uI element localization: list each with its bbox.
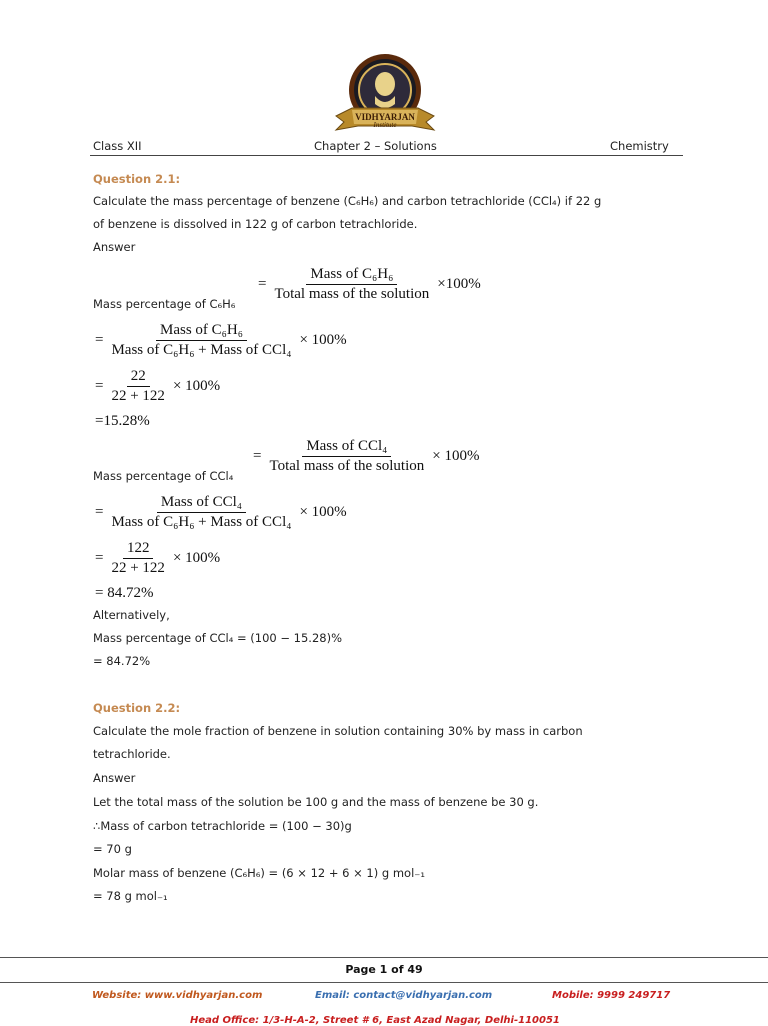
question-2-2-text-2: tetrachloride. (93, 747, 171, 761)
solution-line-5: = 78 g mol₋₁ (93, 889, 168, 903)
fraction (265, 438, 428, 475)
head-office-address: Head Office: 1/3-H-A-2, Street # 6, East Azad Nagar, Delhi-110051 (190, 1015, 560, 1026)
fraction-multiplier: × 100% (432, 448, 480, 464)
formula-ccl4-definition (253, 438, 479, 475)
fraction-denominator: Total mass of the solution (274, 286, 430, 302)
result-benzene: =15.28% (95, 413, 150, 429)
equals-sign: = (95, 378, 104, 394)
solution-line-2: ∴Mass of carbon tetrachloride = (100 − 30)g (93, 819, 352, 833)
email-link[interactable]: Email: contact@vidhyarjan.com (315, 990, 493, 1001)
fraction-denominator: 22 + 122 (111, 388, 165, 404)
solution-line-4: Molar mass of benzene (C₆H₆) = (6 × 12 + 6 × 1) g mol₋₁ (93, 866, 425, 880)
page-number: Page 1 of 49 (345, 963, 423, 976)
logo-subtext: Institute (373, 121, 397, 129)
fraction-multiplier: ×100% (437, 276, 481, 292)
fraction (270, 266, 433, 303)
equals-sign: = (258, 276, 267, 292)
fraction-numerator: Mass of C₆H₆ (306, 266, 397, 285)
formula-benzene-values (95, 368, 220, 405)
fraction-denominator: 22 + 122 (111, 560, 165, 576)
question-2-1-text-1: Calculate the mass percentage of benzene (C₆H₆) and carbon tetrachloride (CCl₄) if 22 g (93, 194, 602, 208)
footer-divider-2 (0, 982, 768, 983)
alternatively-label: Alternatively, (93, 608, 170, 622)
question-2-2-heading: Question 2.2: (93, 701, 181, 715)
fraction-numerator: 22 (127, 368, 150, 387)
mobile-number: Mobile: 9999 249717 (552, 990, 671, 1001)
fraction-numerator: Mass of CCl₄ (302, 438, 391, 457)
formula-ccl4-values (95, 540, 220, 577)
solution-line-1: Let the total mass of the solution be 100 g and the mass of benzene be 30 g. (93, 795, 539, 809)
solution-line-3: = 70 g (93, 842, 132, 856)
equals-sign: = (253, 448, 262, 464)
logo-text: VIDHYARJAN (355, 112, 415, 122)
footer-divider (0, 957, 768, 958)
mass-percentage-ccl4-label: Mass percentage of CCl₄ (93, 469, 234, 483)
fraction (107, 540, 168, 577)
header-class: Class XII (93, 139, 142, 153)
header-subject: Chemistry (610, 139, 669, 153)
fraction-denominator: Total mass of the solution (269, 458, 425, 474)
question-2-1-heading: Question 2.1: (93, 172, 181, 186)
fraction-multiplier: × 100% (172, 550, 221, 566)
equals-sign: = (95, 550, 104, 566)
formula-benzene-definition (258, 266, 481, 303)
question-2-1-text-2: of benzene is dissolved in 122 g of carbon tetrachloride. (93, 217, 418, 231)
answer-label-2: Answer (93, 771, 136, 785)
equals-sign: = (95, 504, 104, 520)
website-link[interactable]: Website: www.vidhyarjan.com (92, 990, 263, 1001)
fraction-denominator: Mass of C₆H₆ + Mass of CCl₄ (111, 342, 292, 358)
fraction-multiplier: × 100% (299, 332, 347, 348)
formula-benzene-expanded (95, 322, 347, 359)
fraction-multiplier: × 100% (172, 378, 221, 394)
header-chapter: Chapter 2 – Solutions (314, 139, 437, 153)
fraction-denominator: Mass of C₆H₆ + Mass of CCl₄ (111, 514, 292, 530)
result-ccl4: = 84.72% (95, 585, 154, 601)
fraction-multiplier: × 100% (299, 504, 347, 520)
fraction-numerator: Mass of C₆H₆ (156, 322, 247, 341)
fraction (107, 494, 295, 531)
answer-label-1: Answer (93, 240, 136, 254)
mass-percentage-benzene-label: Mass percentage of C₆H₆ (93, 297, 236, 311)
fraction (107, 368, 168, 405)
header-divider (90, 155, 683, 156)
alternative-calculation: Mass percentage of CCl₄ = (100 − 15.28)% (93, 631, 343, 645)
question-2-2-text-1: Calculate the mole fraction of benzene in solution containing 30% by mass in carbon (93, 724, 583, 738)
fraction (107, 322, 295, 359)
alternative-result: = 84.72% (93, 654, 151, 668)
fraction-numerator: 122 (123, 540, 154, 559)
fraction-numerator: Mass of CCl₄ (157, 494, 246, 513)
formula-ccl4-expanded (95, 494, 347, 531)
equals-sign: = (95, 332, 104, 348)
